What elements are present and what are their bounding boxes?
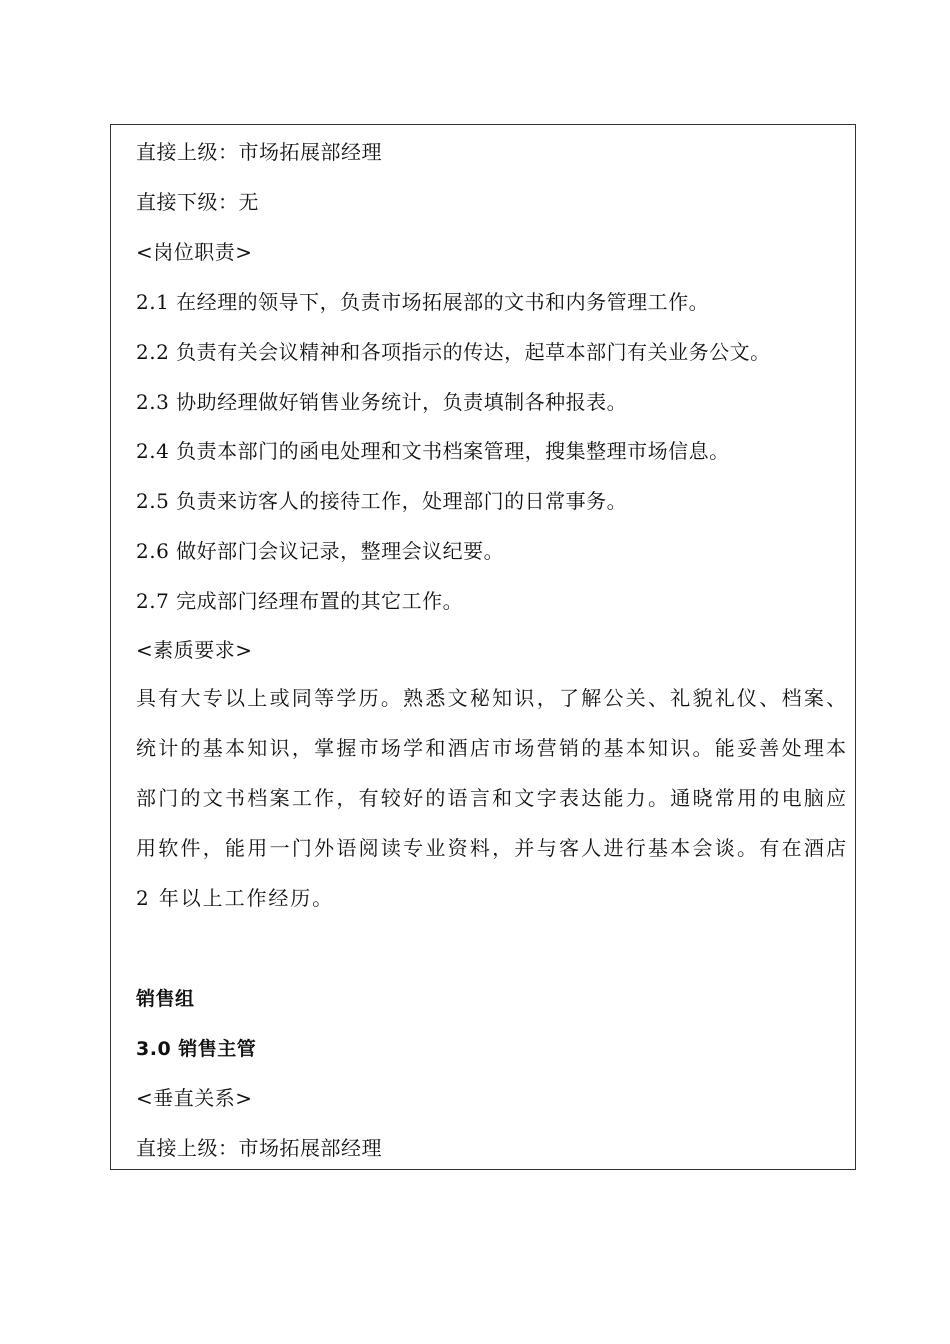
duty-item: 2.6 做好部门会议记录，整理会议纪要。 bbox=[136, 539, 505, 563]
requirements-paragraph: 具有大专以上或同等学历。熟悉文秘知识，了解公关、礼貌礼仪、档案、统计的基本知识，掌握市场学和酒店市场营销的基本知识。能妥善处理本部门的文书档案工作，有较好的语言和文字表达能力。通晓常用的电脑应用软件，能用一门外语阅读专业资料，并与客人进行基本会谈。有在酒店 2 年以上工作经历。 bbox=[136, 686, 848, 910]
duties-heading: <岗位职责> bbox=[136, 240, 253, 264]
duty-item: 2.3 协助经理做好销售业务统计，负责填制各种报表。 bbox=[136, 390, 628, 414]
requirements-heading: <素质要求> bbox=[136, 638, 253, 662]
duty-item: 2.5 负责来访客人的接待工作，处理部门的日常事务。 bbox=[136, 489, 628, 513]
relation-heading: <垂直关系> bbox=[136, 1086, 253, 1110]
direct-supervisor: 直接上级：市场拓展部经理 bbox=[136, 1136, 382, 1160]
duty-item: 2.7 完成部门经理布置的其它工作。 bbox=[136, 589, 464, 613]
section-title: 销售组 bbox=[136, 988, 195, 1010]
duty-item: 2.2 负责有关会议精神和各项指示的传达，起草本部门有关业务公文。 bbox=[136, 340, 771, 364]
direct-subordinate: 直接下级：无 bbox=[136, 190, 259, 214]
duty-item: 2.4 负责本部门的函电处理和文书档案管理，搜集整理市场信息。 bbox=[136, 439, 730, 463]
position-title: 3.0 销售主管 bbox=[136, 1038, 257, 1060]
direct-supervisor: 直接上级：市场拓展部经理 bbox=[136, 140, 382, 164]
duty-item: 2.1 在经理的领导下，负责市场拓展部的文书和内务管理工作。 bbox=[136, 290, 710, 314]
